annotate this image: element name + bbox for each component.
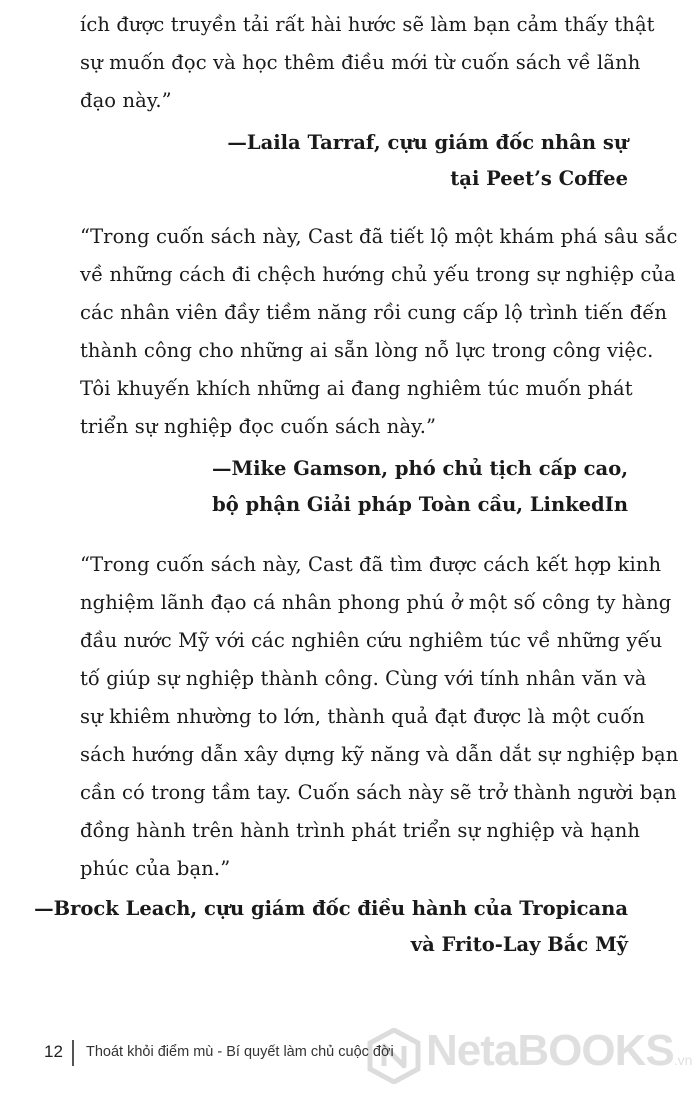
quote-line: cần có trong tầm tay. Cuốn sách này sẽ trở thành người bạn xyxy=(80,781,677,804)
quote-line: về những cách đi chệch hướng chủ yếu trong sự nghiệp của xyxy=(80,263,676,286)
quote-line: phúc của bạn.” xyxy=(80,857,231,880)
quote-attribution: —Brock Leach, cựu giám đốc điều hành của Tropicana xyxy=(34,897,628,920)
quote-line: “Trong cuốn sách này, Cast đã tiết lộ một khám phá sâu sắc xyxy=(80,225,678,248)
quote-attribution: —Mike Gamson, phó chủ tịch cấp cao, xyxy=(212,457,628,480)
quote-line: triển sự nghiệp đọc cuốn sách này.” xyxy=(80,415,437,438)
watermark-brand: NetaBOOKS xyxy=(426,1026,674,1075)
quote-line: sự khiêm nhường to lớn, thành quả đạt được là một cuốn xyxy=(80,705,645,728)
quote-line: các nhân viên đầy tiềm năng rồi cung cấp lộ trình tiến đến xyxy=(80,301,668,324)
quote-line: ích được truyền tải rất hài hước sẽ làm bạn cảm thấy thật xyxy=(80,13,655,36)
footer-divider xyxy=(72,1040,74,1066)
netabooks-watermark xyxy=(360,1024,700,1084)
watermark-suffix: .vn xyxy=(673,1052,693,1068)
quote-line: “Trong cuốn sách này, Cast đã tìm được cách kết hợp kinh xyxy=(80,553,662,576)
watermark-text xyxy=(426,1026,692,1076)
quote-line: đầu nước Mỹ với các nghiên cứu nghiêm túc về những yếu xyxy=(80,629,663,652)
quote-line: nghiệm lãnh đạo cá nhân phong phú ở một số công ty hàng xyxy=(80,591,672,614)
quote-line: đạo này.” xyxy=(80,89,172,112)
quote-attribution: và Frito-Lay Bắc Mỹ xyxy=(410,933,628,956)
quote-attribution: bộ phận Giải pháp Toàn cầu, LinkedIn xyxy=(212,493,628,516)
running-head: Thoát khỏi điểm mù - Bí quyết làm chủ cuộc đời xyxy=(86,1044,394,1060)
quote-line: tố giúp sự nghiệp thành công. Cùng với tính nhân văn và xyxy=(80,667,647,690)
quote-line: thành công cho những ai sẵn lòng nỗ lực trong công việc. xyxy=(80,339,654,362)
netabooks-logo-icon xyxy=(366,1028,422,1084)
quote-line: Tôi khuyến khích những ai đang nghiêm túc muốn phát xyxy=(80,377,633,400)
quote-attribution: —Laila Tarraf, cựu giám đốc nhân sự xyxy=(227,131,628,154)
quote-line: đồng hành trên hành trình phát triển sự nghiệp và hạnh xyxy=(80,819,641,842)
quote-attribution: tại Peet’s Coffee xyxy=(450,167,628,190)
quote-line: sự muốn đọc và học thêm điều mới từ cuốn sách về lãnh xyxy=(80,51,641,74)
quote-line: sách hướng dẫn xây dựng kỹ năng và dẫn dắt sự nghiệp bạn xyxy=(80,743,679,766)
page-number: 12 xyxy=(44,1042,63,1061)
